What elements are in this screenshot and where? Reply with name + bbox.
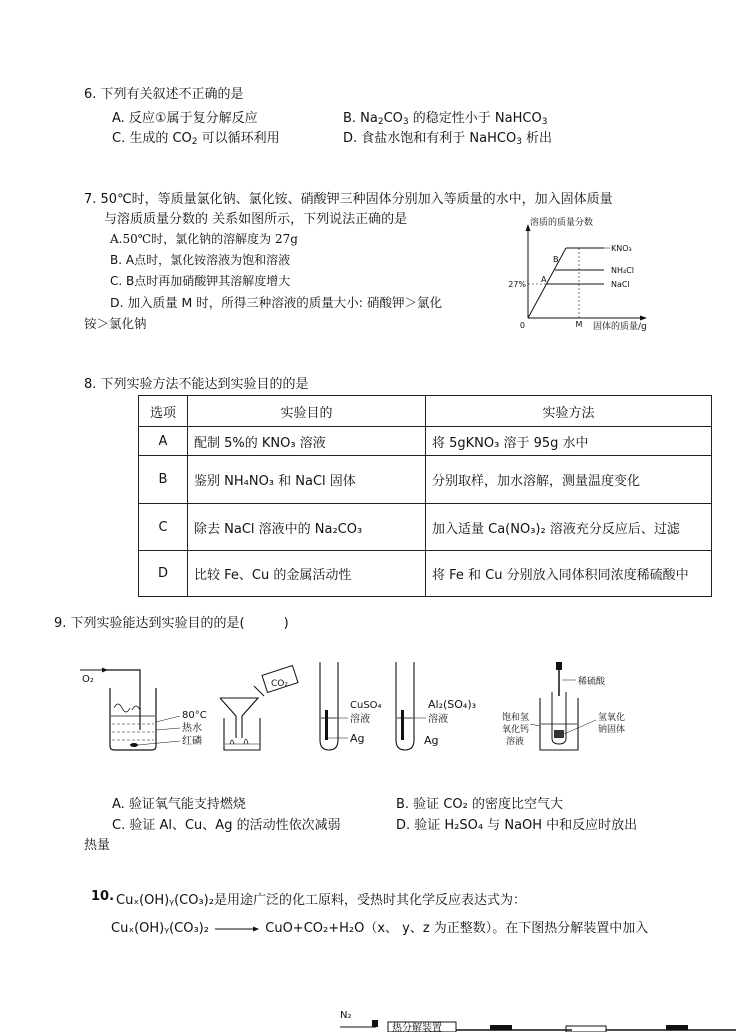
row-method: 将 Fe 和 Cu 分别放入同体积同浓度稀硫酸中 xyxy=(426,551,712,597)
row-goal: 比较 Fe、Cu 的金属活动性 xyxy=(188,551,426,597)
row-option: C xyxy=(139,504,188,551)
cuso4-label: CuSO₄ xyxy=(350,700,382,711)
q7-solubility-figure xyxy=(504,210,680,336)
n2-label: N₂ xyxy=(340,1010,352,1021)
table-row xyxy=(139,456,712,504)
q9-option-c: C. 验证 Al、Cu、Ag 的活动性依次减弱 xyxy=(112,818,341,833)
q6-option-a: A. 反应①属于复分解反应 xyxy=(112,111,258,126)
al2so4-label: Al₂(SO₄)₃ xyxy=(428,698,477,711)
ag-label-1: Ag xyxy=(350,732,365,745)
q6-stem: 6. 下列有关叙述不正确的是 xyxy=(84,87,244,102)
q7-option-b: B. A点时，氯化铵溶液为饱和溶液 xyxy=(110,253,291,267)
q7-option-c: C. B点时再加硝酸钾其溶解度增大 xyxy=(110,274,291,288)
chart-series-nacl: NaCl xyxy=(611,280,630,289)
header-goal: 实验目的 xyxy=(188,396,426,427)
q7-option-d-line1: D. 加入质量 M 时，所得三种溶液的质量大小: 硝酸钾＞氯化 xyxy=(110,295,442,310)
q10-line1: Cuₓ(OH)ᵧ(CO₃)₂是用途广泛的化工原料，受热时其化学反应表达式为： xyxy=(116,893,526,908)
naoh-label-1: 氢氧化 xyxy=(598,713,626,723)
chart-point-b: B xyxy=(553,255,559,264)
eq-products: CuO+CO₂+H₂O（x、 y、z 为正整数）。在下图热分解装置中加入 xyxy=(265,921,649,936)
q9-option-b: B. 验证 CO₂ 的密度比空气大 xyxy=(396,797,563,812)
dilute-acid-label: 稀硫酸 xyxy=(578,677,606,687)
q9-option-a: A. 验证氧气能支持燃烧 xyxy=(112,797,246,812)
chart-origin: 0 xyxy=(519,321,525,330)
sat-label-3: 溶液 xyxy=(506,737,525,747)
q9-stem: 9. 下列实验能达到实验目的的是( ) xyxy=(54,616,289,631)
q10-apparatus-figure xyxy=(336,1003,744,1032)
device-label: 热分解装置 xyxy=(392,1023,442,1032)
row-method: 分别取样，加水溶解，测量温度变化 xyxy=(426,456,712,504)
row-option: B xyxy=(139,456,188,504)
row-option: A xyxy=(139,427,188,456)
header-method: 实验方法 xyxy=(426,396,712,427)
solution-label-2: 溶液 xyxy=(428,714,448,725)
solution-label-1: 溶液 xyxy=(350,714,370,725)
row-method: 加入适量 Ca(NO₃)₂ 溶液充分反应后、过滤 xyxy=(426,504,712,551)
chart-ytick: 27% xyxy=(508,280,526,289)
q9-experiment-figure xyxy=(78,658,658,758)
q10-equation xyxy=(111,917,648,936)
temp-label: 80°C xyxy=(182,710,207,721)
chart-point-a: A xyxy=(541,275,547,284)
q7-option-a: A.50℃时，氯化钠的溶解度为 27g xyxy=(110,232,298,246)
chart-xtick: M xyxy=(575,320,583,329)
table-row xyxy=(139,504,712,551)
row-method: 将 5gKNO₃ 溶于 95g 水中 xyxy=(426,427,712,456)
sat-label-1: 饱和氢 xyxy=(502,713,530,723)
q6-option-b: B. $Na_2CO_3$ 的稳定性小于 NaHCO$_3$ xyxy=(343,111,548,127)
q8-table xyxy=(138,395,712,597)
q7-stem-line2: 与溶质质量分数的 关系如图所示，下列说法正确的是 xyxy=(104,212,408,227)
q6-option-d: D. 食盐水饱和有利于 NaHCO$_3$ 析出 xyxy=(343,131,553,147)
q8-stem: 8. 下列实验方法不能达到实验目的的是 xyxy=(84,377,309,392)
header-option: 选项 xyxy=(139,396,188,427)
sat-label-2: 氧化钙 xyxy=(502,725,530,735)
hot-water-label: 热水 xyxy=(182,723,202,734)
row-goal: 配制 5%的 KNO₃ 溶液 xyxy=(188,427,426,456)
chart-xlabel: 固体的质量/g xyxy=(593,322,647,332)
q6-option-c: C. 生成的 $CO_2$ 可以循环利用 xyxy=(112,131,280,147)
chart-ylabel: 溶质的质量分数 xyxy=(530,218,594,228)
co2-label: CO₂ xyxy=(271,679,288,689)
eq-reactant: Cuₓ(OH)ᵧ(CO₃)₂ xyxy=(111,921,209,936)
table-row xyxy=(139,427,712,456)
q7-stem-line1: 7. 50℃时，等质量氯化钠、氯化铵、硝酸钾三种固体分别加入等质量的水中，加入固体质量 xyxy=(84,192,613,207)
chart-series-kno3: KNO₃ xyxy=(611,244,632,253)
row-goal: 鉴别 NH₄NO₃ 和 NaCl 固体 xyxy=(188,456,426,504)
table-header-row xyxy=(139,396,712,427)
q9-option-d-line2: 热量 xyxy=(84,838,111,853)
naoh-label-2: 钠固体 xyxy=(598,725,626,735)
q9-option-d: D. 验证 H₂SO₄ 与 NaOH 中和反应时放出 xyxy=(396,818,638,833)
table-row xyxy=(139,551,712,597)
q10-number: 10. xyxy=(91,889,115,904)
chart-series-nh4cl: NH₄Cl xyxy=(611,266,635,275)
row-goal: 除去 NaCl 溶液中的 Na₂CO₃ xyxy=(188,504,426,551)
reaction-arrow-icon xyxy=(213,925,261,933)
red-p-label: 红磷 xyxy=(182,736,202,747)
ag-label-2: Ag xyxy=(424,734,439,747)
chart-line-rising xyxy=(528,248,566,318)
row-option: D xyxy=(139,551,188,597)
q7-option-d-line2: 铵＞氯化钠 xyxy=(84,316,147,331)
o2-label: O₂ xyxy=(82,674,94,685)
